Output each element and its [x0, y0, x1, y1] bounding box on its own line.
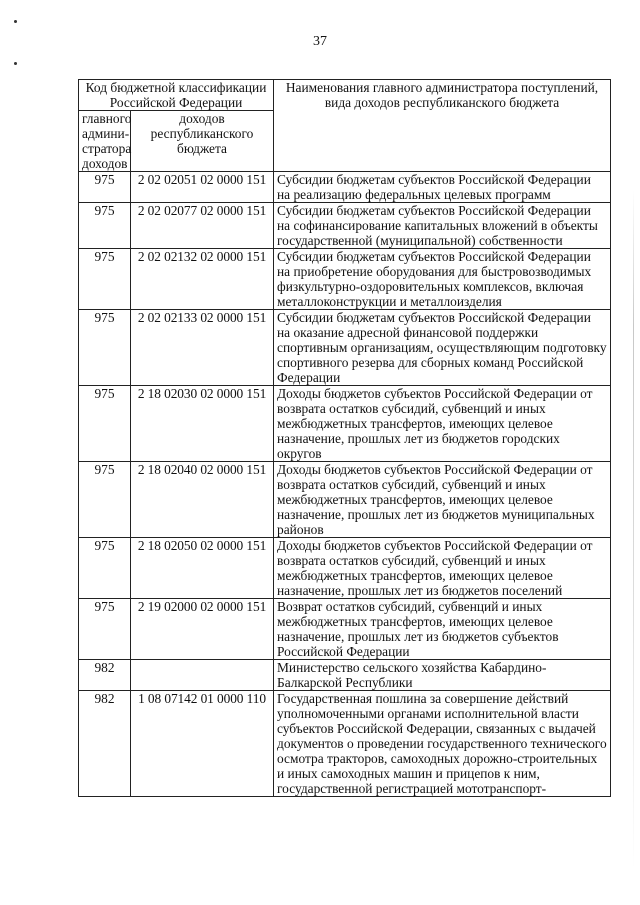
admin-code-cell: 975: [79, 203, 131, 249]
income-name-cell: Субсидии бюджетам субъектов Российской Федерации на реализацию федеральных целевых программ: [274, 172, 611, 203]
page-number: 37: [313, 34, 327, 49]
admin-code-cell: 975: [79, 599, 131, 660]
table-row: [79, 691, 611, 797]
table-row: [79, 249, 611, 310]
income-name-cell: Доходы бюджетов субъектов Российской Федерации от возврата остатков субсидий, субвенций и иных межбюджетных трансфертов, имеющих целевое назначение, прошлых лет из бюджетов городских округов: [274, 386, 611, 462]
income-code-cell: 1 08 07142 01 0000 110: [131, 691, 274, 797]
table-row: [79, 310, 611, 386]
table-row: [79, 386, 611, 462]
income-name-cell: Возврат остатков субсидий, субвенций и иных межбюджетных трансфертов, имеющих целевое назначение, прошлых лет из бюджетов субъектов Российской Федерации: [274, 599, 611, 660]
admin-code-cell: 975: [79, 462, 131, 538]
admin-code-cell: 975: [79, 249, 131, 310]
scan-dot: [14, 62, 17, 65]
table-row: [79, 172, 611, 203]
income-code-cell: 2 18 02050 02 0000 151: [131, 538, 274, 599]
income-code-cell: 2 02 02132 02 0000 151: [131, 249, 274, 310]
table-header-row: [79, 80, 611, 111]
admin-code-cell: 975: [79, 310, 131, 386]
table-row: [79, 660, 611, 691]
income-name-cell: Доходы бюджетов субъектов Российской Федерации от возврата остатков субсидий, субвенций и иных межбюджетных трансфертов, имеющих целевое назначение, прошлых лет из бюджетов муниципальных районов: [274, 462, 611, 538]
income-code-cell: 2 19 02000 02 0000 151: [131, 599, 274, 660]
income-name-cell: Субсидии бюджетам субъектов Российской Федерации на оказание адресной финансовой поддержки спортивным организациям, осуществляющим подготовку спортивного резерва для сборных команд Российской Федерации: [274, 310, 611, 386]
income-name-cell: Государственная пошлина за совершение действий уполномоченными органами исполнительной власти субъектов Российской Федерации, связанных с выдачей документов о проведении государственного технического осмотра тракторов, самоходных дорожно-строительных и иных самоходных машин и прицепов к ним, государственной регистрацией мототранспорт-: [274, 691, 611, 797]
budget-classification-table: [78, 79, 611, 797]
admin-column-header: главного админи-стратора доходов: [79, 111, 131, 172]
table-row: [79, 599, 611, 660]
income-name-cell: Субсидии бюджетам субъектов Российской Федерации на приобретение оборудования для быстровозводимых физкультурно-оздоровительных комплексов, включая металлоконструкции и металлоизделия: [274, 249, 611, 310]
income-name-cell: Доходы бюджетов субъектов Российской Федерации от возврата остатков субсидий, субвенций и иных межбюджетных трансфертов, имеющих целевое назначение, прошлых лет из бюджетов поселений: [274, 538, 611, 599]
income-code-cell: 2 18 02030 02 0000 151: [131, 386, 274, 462]
table-row: [79, 538, 611, 599]
code-group-header: Код бюджетной классификации Российской Федерации: [79, 80, 274, 111]
scan-dot: [14, 20, 17, 23]
admin-code-cell: 975: [79, 538, 131, 599]
admin-code-cell: 975: [79, 172, 131, 203]
income-name-cell: Субсидии бюджетам субъектов Российской Федерации на софинансирование капитальных вложений в объекты государственной (муниципальной) собственности: [274, 203, 611, 249]
name-column-header: Наименования главного администратора поступлений, вида доходов республиканского бюджета: [274, 80, 611, 172]
income-code-cell: 2 18 02040 02 0000 151: [131, 462, 274, 538]
table-row: [79, 203, 611, 249]
admin-code-cell: 982: [79, 691, 131, 797]
income-column-header: доходов республиканского бюджета: [131, 111, 274, 172]
admin-code-cell: 975: [79, 386, 131, 462]
table-row: [79, 462, 611, 538]
scan-edge: [633, 190, 634, 870]
income-code-cell: [131, 660, 274, 691]
income-code-cell: 2 02 02051 02 0000 151: [131, 172, 274, 203]
admin-code-cell: 982: [79, 660, 131, 691]
income-code-cell: 2 02 02077 02 0000 151: [131, 203, 274, 249]
income-code-cell: 2 02 02133 02 0000 151: [131, 310, 274, 386]
income-name-cell: Министерство сельского хозяйства Кабардино-Балкарской Республики: [274, 660, 611, 691]
